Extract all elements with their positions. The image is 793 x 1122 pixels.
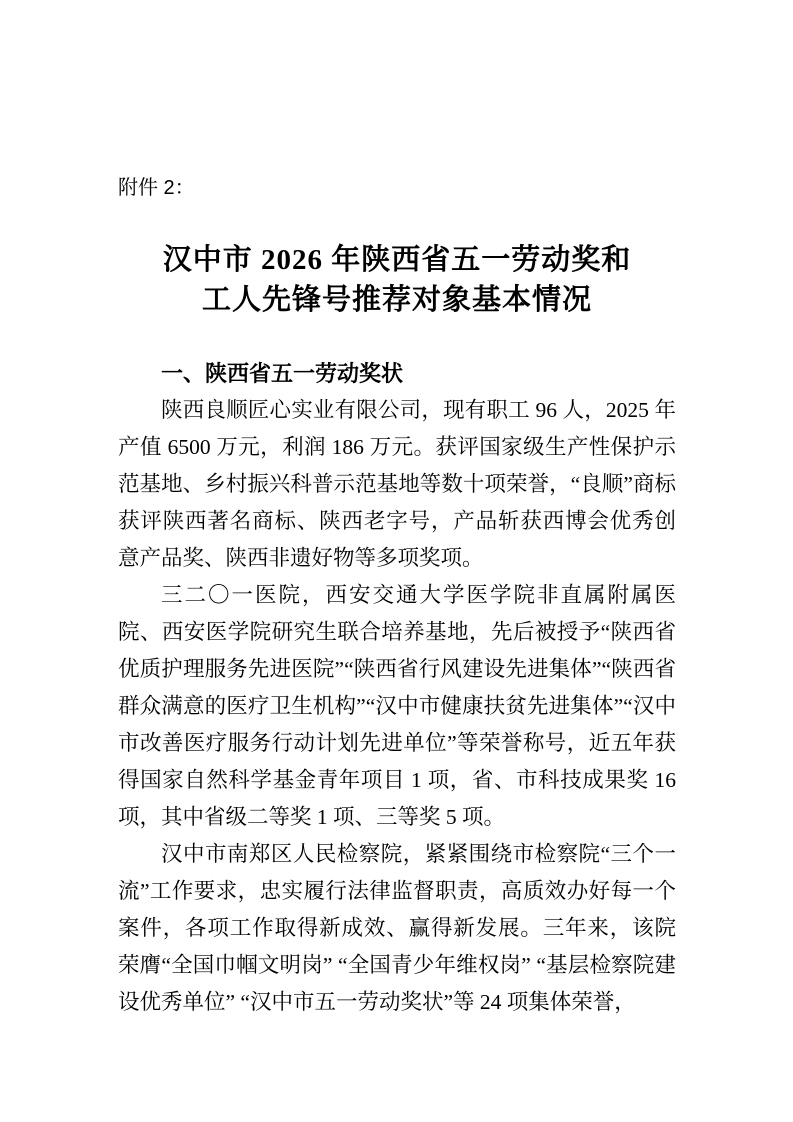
- section-heading-labor-award: 一、陕西省五一劳动奖状: [161, 361, 404, 386]
- paragraph-nanzheng-procuratorate: 汉中市南郑区人民检察院，紧紧围绕市检察院“三个一流”工作要求，忠实履行法律监督职责，高质效办好每一个案件，各项工作取得新成效、赢得新发展。三年来，该院荣膺“全国巾帼文明岗” “全国青少年维权岗” “基层检察院建设优秀单位” “汉中市五一劳动奖状”等 24 项集体荣誉，: [118, 842, 676, 1014]
- paragraph-hospital-3201: 三二〇一医院，西安交通大学医学院非直属附属医院、西安医学院研究生联合培养基地，先后被授予“陕西省优质护理服务先进医院”“陕西省行风建设先进集体”“陕西省群众满意的医疗卫生机构”“汉中市健康扶贫先进集体”“汉中市改善医疗服务行动计划先进单位”等荣誉称号，近五年获得国家自然科学基金青年项目 1 项，省、市科技成果奖 16 项，其中省级二等奖 1 项、三等奖 5 项。: [118, 583, 676, 829]
- document-title-line-2: 工人先锋号推荐对象基本情况: [201, 284, 592, 316]
- attachment-label: 附件 2：: [118, 177, 195, 199]
- paragraph-company-liangshun: 陕西良顺匠心实业有限公司，现有职工 96 人，2025 年产值 6500 万元，利润 186 万元。获评国家级生产性保护示范基地、乡村振兴科普示范基地等数十项荣誉，“良顺”商标获评陕西著名商标、陕西老字号，产品斩获西博会优秀创意产品奖、陕西非遗好物等多项奖项。: [118, 398, 676, 570]
- document-title-line-1: 汉中市 2026 年陕西省五一劳动奖和: [162, 244, 632, 276]
- document-title: [118, 240, 676, 320]
